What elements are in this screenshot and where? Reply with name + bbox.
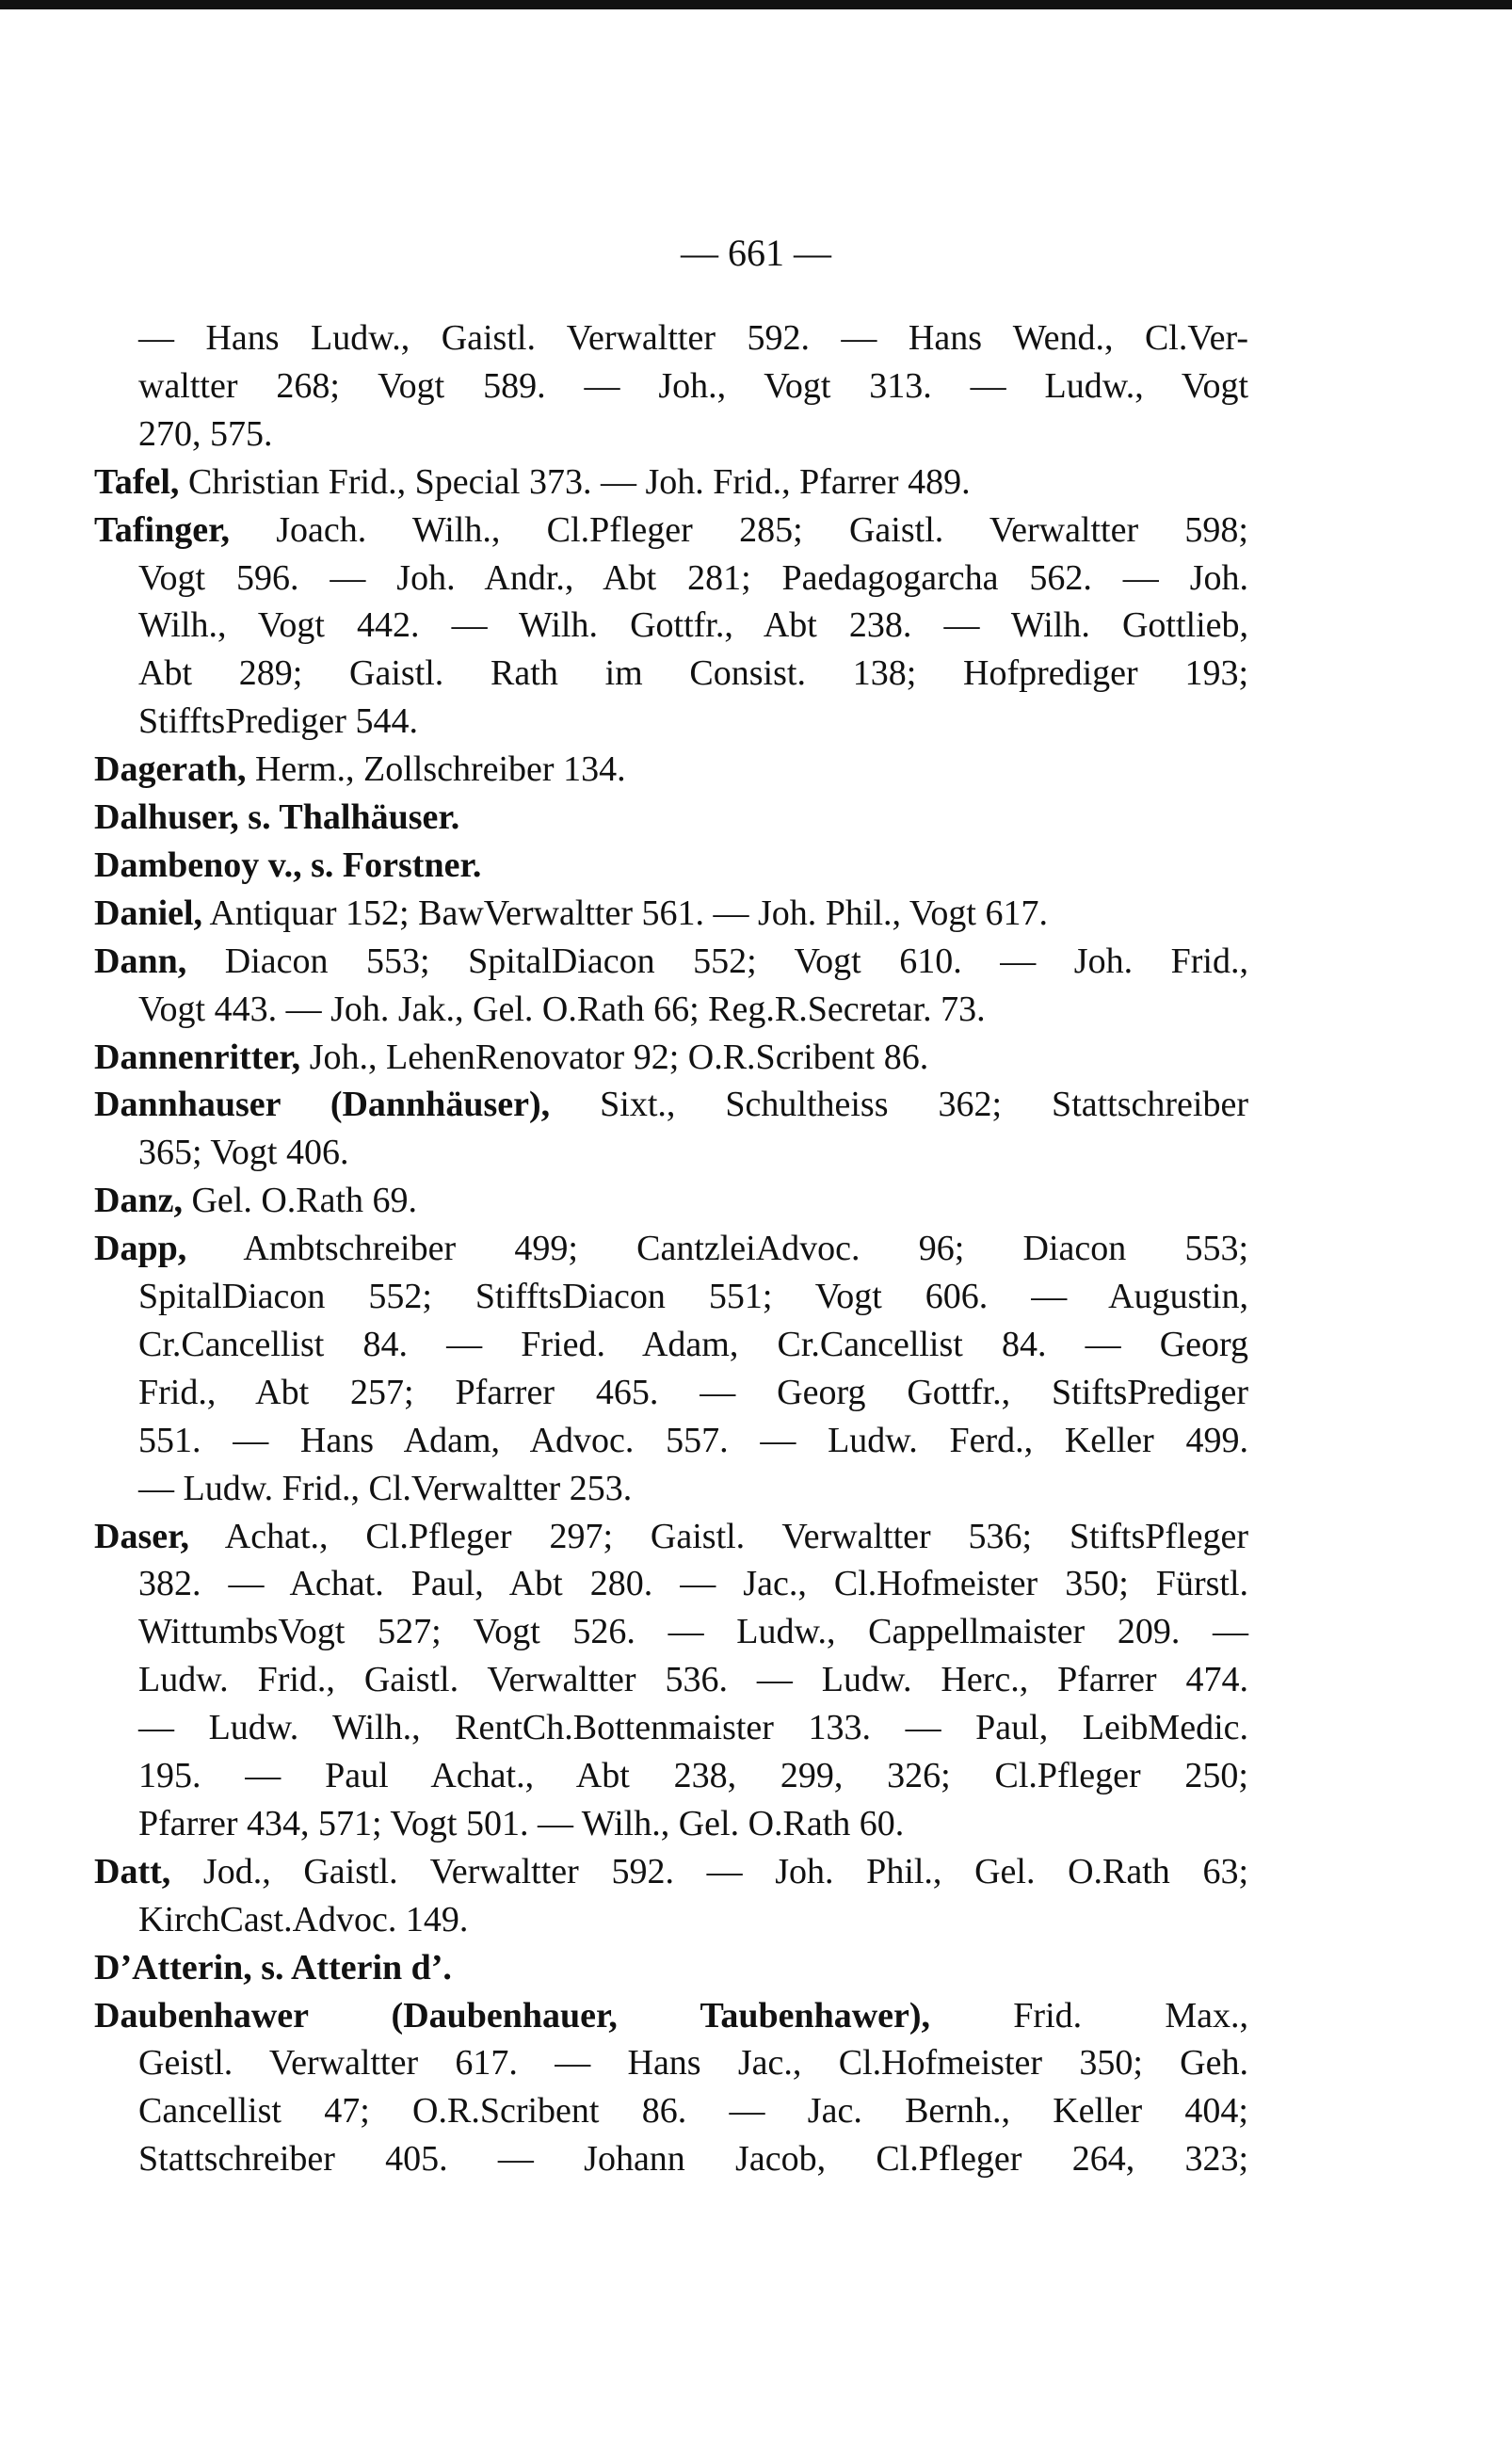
entry-headword: Tafel,	[94, 461, 180, 502]
index-entry-continuation	[138, 2135, 1248, 2182]
entry-text: Stattschreiber 405. — Johann Jacob, Cl.Pfleger 264, 323;	[138, 2139, 1248, 2180]
index-entry-line	[94, 1225, 1248, 1272]
entry-text: Christian Frid., Special 373. — Joh. Frid., Pfarrer 489.	[179, 461, 971, 502]
index-entry-continuation	[138, 2087, 1248, 2134]
entry-text: Sixt., Schultheiss 362; Stattschreiber	[550, 1085, 1248, 1125]
entry-text: Achat., Cl.Pfleger 297; Gaistl. Verwaltter 536; StiftsPfleger	[188, 1516, 1248, 1556]
index-entry-continuation	[138, 1369, 1248, 1416]
entry-text: 270, 575.	[138, 413, 273, 454]
entry-text: Ambtschreiber 499; CantzleiAdvoc. 96; Diacon 553;	[186, 1229, 1248, 1269]
index-entry-continuation	[138, 602, 1248, 649]
entry-text: Joach. Wilh., Cl.Pfleger 285; Gaistl. Verwaltter 598;	[229, 509, 1248, 550]
entry-text: Frid., Abt 257; Pfarrer 465. — Georg Gottfr., StiftsPrediger	[138, 1372, 1248, 1412]
entry-headword: Dannhauser (Dannhäuser),	[94, 1085, 551, 1125]
entry-text: Herm., Zollschreiber 134.	[246, 749, 626, 790]
index-entry-continuation	[138, 1560, 1248, 1607]
entry-text: waltter 268; Vogt 589. — Joh., Vogt 313. — Ludw., Vogt	[138, 365, 1248, 406]
index-entry-line	[138, 314, 1248, 362]
index-entry-continuation	[138, 410, 1248, 458]
entry-headword: Dapp,	[94, 1229, 187, 1269]
index-entry-continuation	[138, 2039, 1248, 2086]
entry-headword: Dambenoy v., s. Forstner.	[94, 845, 482, 885]
index-entry-line	[94, 794, 1248, 841]
entry-text: SpitalDiacon 552; StifftsDiacon 551; Vogt 606. — Augustin,	[138, 1277, 1248, 1316]
index-entry-line	[94, 746, 1248, 793]
index-entry-line	[94, 459, 1248, 506]
index-entry-line	[94, 938, 1248, 985]
index-entry-continuation	[138, 1129, 1248, 1176]
entry-text: Ludw. Frid., Gaistl. Verwaltter 536. — Ludw. Herc., Pfarrer 474.	[138, 1660, 1248, 1700]
index-entry-line	[94, 1992, 1248, 2039]
entry-text: — Hans Ludw., Gaistl. Verwaltter 592. — Hans Wend., Cl.Ver-	[138, 318, 1248, 358]
index-entry-line	[94, 890, 1248, 937]
entry-text: KirchCast.Advoc. 149.	[138, 1899, 469, 1939]
index-entry-continuation	[138, 986, 1248, 1033]
index-entry-continuation	[138, 650, 1248, 697]
entry-text: Diacon 553; SpitalDiacon 552; Vogt 610. — Joh. Frid.,	[186, 941, 1248, 981]
entry-headword: Dagerath,	[94, 749, 247, 790]
entry-headword: Dalhuser, s. Thalhäuser.	[94, 797, 460, 837]
index-entry-continuation	[138, 1273, 1248, 1320]
scan-border	[0, 0, 1512, 9]
index-entry-continuation	[138, 1656, 1248, 1703]
entry-text: — Ludw. Frid., Cl.Verwaltter 253.	[138, 1468, 633, 1508]
entry-text: Frid. Max.,	[930, 1995, 1249, 2036]
index-entry-continuation	[138, 555, 1248, 602]
index-entry-continuation	[138, 1465, 1248, 1512]
index-entry-line	[94, 1848, 1248, 1895]
entry-headword: D’Atterin, s. Atterin d’.	[94, 1947, 452, 1987]
entry-text: Cancellist 47; O.R.Scribent 86. — Jac. Bernh., Keller 404;	[138, 2091, 1248, 2132]
entry-text: 382. — Achat. Paul, Abt 280. — Jac., Cl.Hofmeister 350; Fürstl.	[138, 1564, 1248, 1604]
entry-text: Vogt 596. — Joh. Andr., Abt 281; Paedagogarcha 562. — Joh.	[138, 557, 1248, 598]
entry-text: Abt 289; Gaistl. Rath im Consist. 138; Hofprediger 193;	[138, 653, 1248, 694]
entry-headword: Dannenritter,	[94, 1037, 301, 1077]
page-number: — 661 —	[681, 232, 831, 274]
index-entry-line	[94, 1944, 1248, 1991]
entry-text: Pfarrer 434, 571; Vogt 501. — Wilh., Gel. O.Rath 60.	[138, 1803, 905, 1843]
entry-headword: Daniel,	[94, 893, 203, 933]
index-entry-continuation	[138, 1608, 1248, 1655]
entry-text: WittumbsVogt 527; Vogt 526. — Ludw., Cappellmaister 209. —	[138, 1612, 1248, 1652]
index-entry-continuation	[138, 1417, 1248, 1464]
entry-headword: Daser,	[94, 1516, 189, 1556]
entry-text: Geistl. Verwaltter 617. — Hans Jac., Cl.Hofmeister 350; Geh.	[138, 2043, 1248, 2084]
index-entry-line	[94, 842, 1248, 889]
index-entry-line	[94, 1513, 1248, 1560]
entry-headword: Danz,	[94, 1181, 183, 1221]
index-entry-continuation	[138, 1704, 1248, 1751]
index-entry-line	[94, 1034, 1248, 1081]
entry-text: 551. — Hans Adam, Advoc. 557. — Ludw. Ferd., Keller 499.	[138, 1420, 1248, 1460]
index-entry-continuation	[138, 1321, 1248, 1368]
index-entry-continuation	[138, 1752, 1248, 1799]
entry-headword: Dann,	[94, 941, 187, 981]
entry-text: Gel. O.Rath 69.	[182, 1181, 418, 1221]
entry-text: Vogt 443. — Joh. Jak., Gel. O.Rath 66; Reg.R.Secretar. 73.	[138, 989, 986, 1029]
entry-headword: Tafinger,	[94, 509, 230, 550]
entry-text: 195. — Paul Achat., Abt 238, 299, 326; Cl.Pfleger 250;	[138, 1756, 1248, 1795]
entry-text: Wilh., Vogt 442. — Wilh. Gottfr., Abt 238. — Wilh. Gottlieb,	[138, 605, 1248, 646]
entry-text: Jod., Gaistl. Verwaltter 592. — Joh. Phil., Gel. O.Rath 63;	[170, 1851, 1248, 1891]
index-entry-line	[94, 507, 1248, 554]
entry-headword: Daubenhawer (Daubenhauer, Taubenhawer),	[94, 1995, 931, 2036]
entry-text: 365; Vogt 406.	[138, 1133, 349, 1173]
entry-text: Joh., LehenRenovator 92; O.R.Scribent 86.	[300, 1037, 929, 1077]
entry-text: Cr.Cancellist 84. — Fried. Adam, Cr.Cancellist 84. — Georg	[138, 1324, 1248, 1364]
index-entry-line	[94, 1177, 1248, 1224]
entry-text: Antiquar 152; BawVerwaltter 561. — Joh. Phil., Vogt 617.	[202, 893, 1048, 933]
entry-text: — Ludw. Wilh., RentCh.Bottenmaister 133. — Paul, LeibMedic.	[138, 1708, 1248, 1748]
index-entry-continuation	[138, 698, 1248, 745]
entry-text: StifftsPrediger 544.	[138, 701, 418, 742]
index-entry-continuation	[138, 1896, 1248, 1943]
index-entry-continuation	[138, 1800, 1248, 1847]
index-entry-continuation	[138, 362, 1248, 410]
index-entry-line	[94, 1081, 1248, 1128]
entry-headword: Datt,	[94, 1851, 171, 1891]
